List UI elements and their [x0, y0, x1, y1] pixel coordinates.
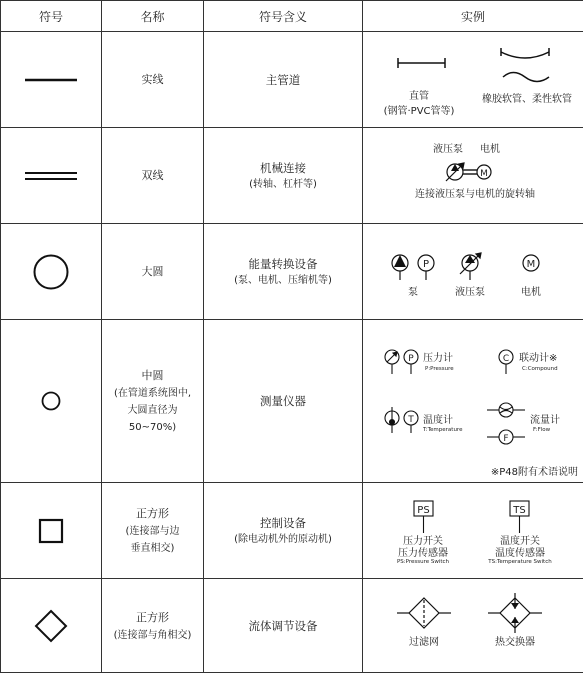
symbol-cell [1, 579, 102, 673]
name-sub-2: 垂直相交) [130, 543, 175, 554]
name-cell [102, 320, 204, 483]
table-row [1, 224, 583, 320]
symbol-cell [1, 320, 102, 483]
example-energy-devices [363, 224, 583, 319]
diamond-icon [33, 608, 69, 644]
t-letter: T [408, 415, 414, 425]
label-temperature-sensor: 温度传感器 [495, 548, 545, 559]
name-sub-1: (连接部与边 [125, 526, 180, 537]
meaning-cell [204, 128, 363, 224]
label-compound-gauge: 联动计※ [519, 353, 558, 364]
header-name: 名称 [102, 1, 204, 32]
table-row [1, 128, 583, 224]
ts-letters: TS [513, 505, 526, 516]
meaning-text: 控制设备 [260, 515, 306, 530]
label-straight-pipe-sub: (钢管·PVC管等) [383, 106, 455, 117]
motor-icon [477, 165, 491, 179]
meaning-sub: (转轴、杠杆等) [249, 178, 317, 190]
name-cell [102, 579, 204, 673]
symbol-cell [1, 32, 102, 128]
c-letter: C [502, 354, 510, 364]
example-cell [363, 128, 583, 224]
meaning-cell: 主管道 [204, 32, 363, 128]
hydraulic-pump-icon [446, 163, 464, 181]
label-temperature-switch: 温度开关 [500, 536, 540, 547]
solid-line-icon [21, 75, 81, 85]
meaning-text: 能量转换设备 [248, 256, 318, 271]
medium-circle-icon [39, 389, 63, 413]
f-letter: F [503, 434, 509, 444]
label-pump: 液压泵 [433, 144, 463, 155]
straight-pipe-icon [398, 58, 445, 68]
meaning-cell [204, 224, 363, 320]
table-row [1, 32, 583, 128]
header-example: 实例 [363, 1, 583, 32]
name-cell: 实线 [102, 32, 204, 128]
meaning-text: 机械连接 [260, 160, 306, 175]
example-measuring-instruments [363, 320, 583, 482]
ps-letters: PS [417, 505, 430, 516]
label-heat-exchanger: 热交换器 [495, 637, 535, 648]
label-shaft: 连接液压泵与电机的旋转轴 [415, 189, 535, 200]
flexible-hose-icon [501, 48, 549, 82]
example-cell [363, 483, 583, 579]
motor-icon [523, 255, 539, 271]
example-cell [363, 579, 583, 673]
label-straight-pipe: 直管 [409, 91, 429, 102]
footnote: ※P48附有术语说明 [490, 467, 578, 478]
name-text: 正方形 [136, 610, 169, 624]
example-cell [363, 32, 583, 128]
meaning-cell: 测量仪器 [204, 320, 363, 483]
label-thermometer-en: T:Temperature [423, 427, 463, 433]
name-sub-3: 50~70%) [128, 422, 177, 433]
p-letter: P [408, 354, 414, 364]
label-pressure-gauge-en: P:Pressure [425, 366, 454, 372]
table-row [1, 320, 583, 483]
label-pressure-sensor: 压力传感器 [398, 548, 448, 559]
label-thermometer: 温度计 [423, 415, 453, 426]
name-cell: 双线 [102, 128, 204, 224]
symbol-cell [1, 224, 102, 320]
header-meaning: 符号含义 [204, 1, 363, 32]
symbol-cell [1, 483, 102, 579]
label-filter: 过滤网 [409, 637, 439, 648]
symbol-cell [1, 128, 102, 224]
double-line-icon [21, 170, 81, 182]
label-pressure-switch-en: PS:Pressure Switch [396, 559, 450, 565]
name-text: 中圆 [141, 369, 164, 382]
label-temperature-switch-en: TS:Temperature Switch [488, 559, 552, 565]
label-pressure-gauge: 压力计 [423, 353, 453, 364]
label-flow-meter-en: F:Flow [533, 427, 551, 433]
meaning-cell [204, 483, 363, 579]
label-flexible-hose: 橡胶软管、柔性软管 [482, 94, 572, 105]
label-motor: 电机 [521, 287, 541, 298]
example-fluid-devices [363, 579, 583, 672]
name-sub: (连接部与角相交) [113, 629, 192, 641]
example-pipes [363, 32, 583, 127]
p-letter: P [422, 259, 430, 270]
label-flow-meter: 流量计 [530, 415, 560, 426]
label-pump: 泵 [408, 287, 418, 298]
table-row [1, 579, 583, 673]
meaning-cell: 流体调节设备 [204, 579, 363, 673]
motor-letter: M [480, 169, 488, 179]
header-symbol: 符号 [1, 1, 102, 32]
header-row [1, 1, 583, 32]
name-sub-2: 大圆直径为 [127, 405, 178, 416]
meaning-sub: (泵、电机、压缩机等) [234, 274, 332, 286]
hydraulic-pump-icon [460, 253, 481, 280]
square-icon [36, 516, 66, 546]
label-hydraulic-pump: 液压泵 [455, 287, 485, 298]
example-cell [363, 320, 583, 483]
name-sub-1: (在管道系统图中, [113, 388, 192, 399]
name-cell: 大圆 [102, 224, 204, 320]
label-motor: 电机 [480, 144, 500, 155]
example-pump-motor-shaft [363, 128, 583, 223]
shaft-icon [463, 170, 477, 174]
large-circle-icon [31, 252, 71, 292]
table-row [1, 483, 583, 579]
name-cell [102, 483, 204, 579]
label-pressure-switch: 压力开关 [403, 536, 443, 547]
filter-icon [397, 598, 451, 628]
name-text: 正方形 [136, 507, 169, 520]
motor-letter: M [526, 259, 536, 270]
meaning-sub: (除电动机外的原动机) [234, 533, 332, 545]
example-cell [363, 224, 583, 320]
label-compound-gauge-en: C:Compound [522, 366, 558, 372]
heat-exchanger-icon [488, 593, 542, 633]
example-control-devices [363, 483, 583, 578]
